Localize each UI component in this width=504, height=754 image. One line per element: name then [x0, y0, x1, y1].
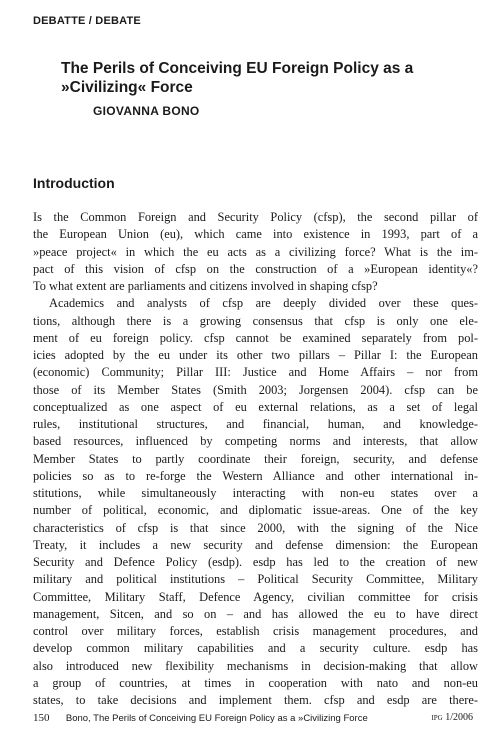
- running-title: Bono, The Perils of Conceiving EU Foreign Policy as a »Civilizing Force: [65, 713, 368, 724]
- article-title: The Perils of Conceiving EU Foreign Policy as a »Civilizing« Force: [61, 60, 414, 96]
- body-line: those of its Member States (Smith 2003; Jorgensen 2004). cfsp can be: [33, 382, 478, 397]
- body-line: based resources, influenced by competing norms and interests, that allow: [33, 434, 478, 449]
- body-line: »peace project« in which the eu acts as a civilizing force? What is the im-: [33, 244, 478, 259]
- body-line: stitutions, while simultaneously interacting with non-eu states over a: [33, 486, 478, 500]
- body-line: To what extent are parliaments and citizens involved in shaping cfsp?: [33, 279, 378, 293]
- body-line: rules, institutional structures, and financial, human, and knowledge-: [33, 417, 478, 431]
- body-line: icies adopted by the eu under its other two pillars – Pillar I: the European: [33, 348, 478, 362]
- body-line: conceptualized as one aspect of eu external relations, as a set of legal: [33, 399, 478, 414]
- body-line: the European Union (eu), which came into existence in 1993, part of a: [33, 227, 478, 242]
- body-line: Academics and analysts of cfsp are deeply divided over these ques-: [49, 296, 478, 311]
- body-line: Committee, Military Staff, Defence Agency, civilian committee for crisis: [33, 589, 478, 604]
- article-author: GIOVANNA BONO: [93, 104, 200, 118]
- body-line: Security and Defence Policy (esdp). esdp has led to the creation of new: [33, 555, 478, 569]
- body-line: states, to take decisions and implement them. cfsp and esdp are there-: [33, 693, 478, 707]
- body-line: tions, although there is a growing consensus that cfsp is only one ele-: [33, 313, 478, 328]
- section-label: DEBATTE / DEBATE: [33, 15, 141, 27]
- article-body: [33, 209, 478, 709]
- section-heading: Introduction: [33, 175, 115, 191]
- body-line: ment of eu foreign policy. cfsp cannot be examined separately from pol-: [33, 330, 478, 345]
- page-footer: [33, 712, 473, 724]
- body-line: Is the Common Foreign and Security Policy (cfsp), the second pillar of: [33, 210, 478, 224]
- body-line: characteristics of cfsp is that since 2000, with the signing of the Nice: [33, 520, 478, 535]
- body-line: control over military forces, establish crisis management procedures, and: [33, 624, 478, 638]
- body-line: Member States to partly coordinate their foreign, security, and defense: [33, 451, 478, 466]
- body-line: develop common military capabilities and a security culture. esdp has: [33, 641, 478, 656]
- body-line: also introduced new flexibility mechanisms in decision-making that allow: [33, 658, 478, 673]
- body-line: Treaty, it includes a new security and defense dimension: the European: [33, 537, 478, 552]
- body-line: military and political institutions – Political Security Committee, Military: [33, 572, 478, 587]
- body-line: pact of this vision of cfsp on the construction of a »European identity«?: [33, 261, 478, 276]
- body-line: policies so as to re-forge the Western Alliance and other international in-: [33, 468, 478, 483]
- page-number: 150: [33, 712, 50, 724]
- body-line: number of political, economic, and diplomatic issue-areas. One of the key: [33, 503, 478, 518]
- body-line: management, Sitcen, and so on – and has allowed the eu to have direct: [33, 606, 478, 621]
- body-line: a group of countries, at times in cooperation with nato and non-eu: [33, 675, 478, 690]
- issue-label: ipg 1/2006: [431, 712, 473, 723]
- body-line: (economic) Community; Pillar III: Justice and Home Affairs – nor from: [33, 365, 478, 380]
